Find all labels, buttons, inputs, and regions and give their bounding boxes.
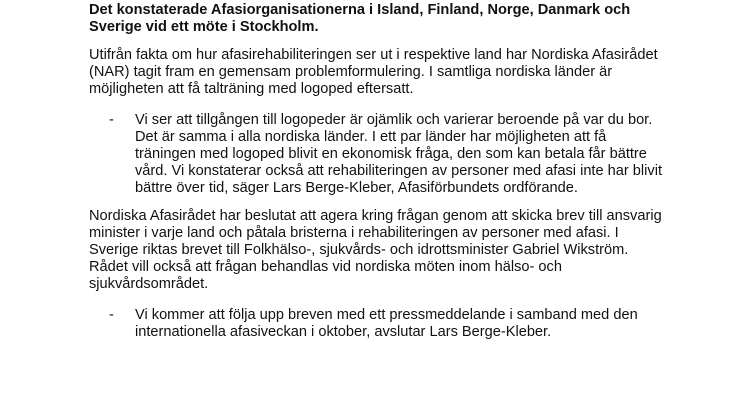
bullet-dash: -	[109, 111, 114, 128]
bullet-dash: -	[109, 306, 114, 323]
quote-bullet-1	[89, 112, 669, 198]
document-body	[89, 0, 669, 341]
paragraph-action: Nordiska Afasirådet har beslutat att agera kring frågan genom att skicka brev till ansvarig minister i varje land och påtala bristerna i rehabiliteringen av personer med afasi. I Sverige riktas brevet till Folkhälso-, sjukvårds- och idrottsminister Gabriel Wikström. Rådet vill också att frågan behandlas vid nordiska möten inom hälso- och sjukvårdsområdet.	[89, 207, 662, 293]
quote-text-2: Vi kommer att följa upp breven med ett pressmeddelande i samband med den internationella afasiveckan i oktober, avslutar Lars Berge-Kleber.	[135, 306, 638, 340]
paragraph-intro: Utifrån fakta om hur afasirehabiliteringen ser ut i respektive land har Nordiska Afasirådet (NAR) tagit fram en gemensam problemformulering. I samtliga nordiska länder är möjligheten att få talträning med logoped eftersatt.	[89, 47, 658, 98]
quote-text-1: Vi ser att tillgången till logopeder är ojämlik och varierar beroende på var du bor. Det är samma i alla nordiska länder. I ett par länder har möjligheten att få träningen med logoped blivit en ekonomisk fråga, den som kan betala får bättre vård. Vi konstaterar också att rehabiliteringen av personer med afasi inte har blivit bättre över tid, säger Lars Berge-Kleber, Afasiförbundets ordförande.	[135, 111, 662, 197]
quote-bullet-2	[89, 307, 669, 341]
document-heading: Det konstaterade Afasiorganisationerna i Island, Finland, Norge, Danmark och Sverige vid ett möte i Stockholm.	[89, 2, 631, 35]
